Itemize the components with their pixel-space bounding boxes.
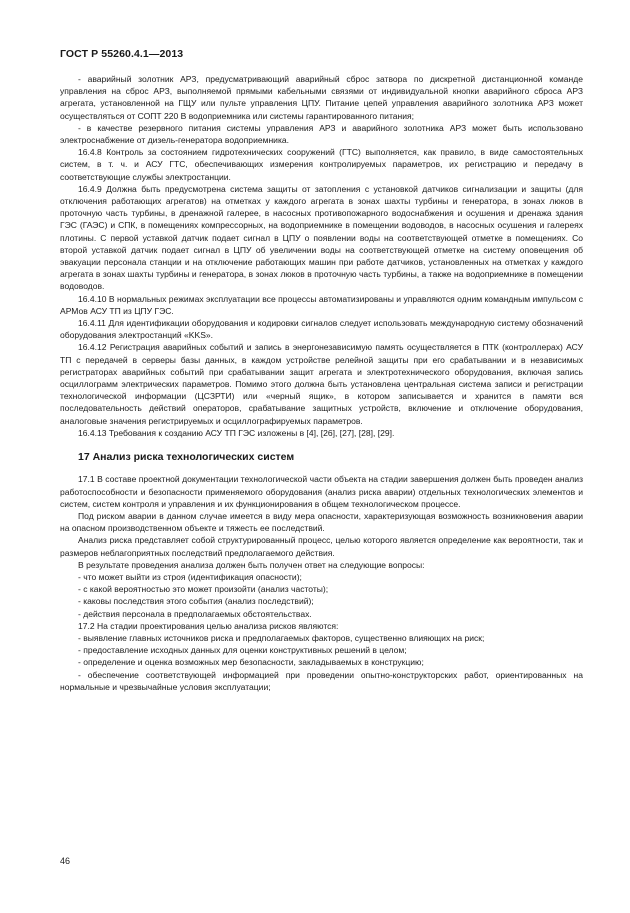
list-item: - с какой вероятностью это может произойти (анализ частоты); xyxy=(78,584,329,595)
paragraph: 16.4.8 Контроль за состоянием гидротехнических сооружений (ГТС) выполняется, как правило, в виде самостоятельных систем, в т. ч. и АСУ ГТС, обеспечивающих измерения контролируемых параметров, их регистрацию и передачу в соответствующие службы электростанции. xyxy=(60,147,583,182)
paragraph: - в качестве резервного питания системы управления АРЗ и аварийного золотника АРЗ может быть использовано электроснабжение от дизель-генератора водоприемника. xyxy=(60,122,583,146)
paragraph: 17.1 В составе проектной документации технологической части объекта на стадии завершения должен быть проведен анализ работоспособности и безопасности применяемого оборудования (анализ риска аварии) отдельных технологических элементов и систем, систем контроля и управления и их функционирования в общем технологическом процессе. xyxy=(60,474,583,509)
paragraph: В результате проведения анализа должен быть получен ответ на следующие вопросы: xyxy=(78,559,425,570)
paragraph: 16.4.10 В нормальных режимах эксплуатации все процессы автоматизированы и управляются одним командным импульсом с АРМов АСУ ТП из ЦПУ ГЭС. xyxy=(60,293,583,316)
paragraph: 16.4.11 Для идентификации оборудования и кодировки сигналов следует использовать международную систему обозначений оборудования электростанций «KKS». xyxy=(60,318,583,341)
section-title: 17 Анализ риска технологических систем xyxy=(78,451,295,464)
list-item: - что может выйти из строя (идентификация опасности); xyxy=(78,571,302,582)
document-body xyxy=(60,73,583,693)
list-item: - выявление главных источников риска и предполагаемых факторов, существенно влияющих на риск; xyxy=(78,632,485,643)
paragraph: 16.4.12 Регистрация аварийных событий и запись в энергонезависимую память осуществляется в ПТК (контроллерах) АСУ ТП с передачей в серверы базы данных, в каждом устройстве релейной защиты при его срабатывании и в независимых регистраторах аварийных событий при срабатывании защит агрегата и электротехнического оборудования, включая запись осциллограмм электрических параметров. Помимо этого должна быть установлена центральная система записи и регистрации технологической информации (ЦСЗРТИ) или «черный ящик», в котором записывается и хранится в памяти вся последовательность действий операторов, срабатывание защитных устройств, включение и отключение оборудования, аналоговые значения регистрируемых и осциллографируемых параметров. xyxy=(60,342,583,426)
list-item: - действия персонала в предполагаемых обстоятельствах. xyxy=(78,608,312,619)
paragraph: 16.4.9 Должна быть предусмотрена система защиты от затопления с установкой датчиков сигнализации и защиты (для отключения работающих агрегатов) на отметках у каждого агрегата в зонах шахты турбины и генератора, в зонах люков в проточную часть турбины, в дренажной галерее, в насосных противопожарного водоснабжения и осушения и дренажа здания ГЭС (ГАЭС) и СПК, в помещениях компрессорных, на водоприемнике в помещении водоводов, в насосных осушения и галереях плотины. С первой уставкой датчик подает сигнал в ЦПУ о появлении воды на соответствующей отметке в помещениях. Со второй уставкой датчик подает сигнал в ЦПУ об увеличении воды на соответствующей отметке на систему оповещения об эвакуации персонала станции и на отключение работающих машин при работе датчиков, установленных на отметках у каждого агрегата в зонах шахты турбины и генератора, в зонах люков в проточную часть турбины, а также на водоприемнике в помещении водоводов. xyxy=(60,183,583,292)
paragraph: 16.4.13 Требования к созданию АСУ ТП ГЭС изложены в [4], [26], [27], [28], [29]. xyxy=(78,427,395,438)
list-item: - определение и оценка возможных мер безопасности, закладываемых в конструкцию; xyxy=(78,657,424,668)
paragraph: 17.2 На стадии проектирования целью анализа рисков являются: xyxy=(78,620,339,631)
list-item: - предоставление исходных данных для оценки конструктивных решений в целом; xyxy=(78,645,407,656)
paragraph: Анализ риска представляет собой структурированный процесс, целью которого является определение как вероятности, так и размеров неблагоприятных последствий предполагаемого действия. xyxy=(60,535,583,558)
list-item: - обеспечение соответствующей информацией при проведении опытно-конструкторских работ, ориентированных на нормальные и чрезвычайные условия эксплуатации; xyxy=(60,669,583,692)
list-item: - каковы последствия этого события (анализ последствий); xyxy=(78,596,314,607)
paragraph: - аварийный золотник АРЗ, предусматривающий аварийный сброс затвора по дискретной дистанционной команде управления на сброс АРЗ, выполняемой прямыми кабельными связями от индивидуальной кнопки аварийного сброса АРЗ агрегата, установленной на ГЩУ или пульте управления ЦПУ. Питание цепей управления аварийного золотника АРЗ может осуществляться от СОПТ 220 В водоприемника или системы гарантированного питания; xyxy=(60,74,583,121)
document-code: ГОСТ Р 55260.4.1—2013 xyxy=(60,48,184,60)
paragraph: Под риском аварии в данном случае имеется в виду мера опасности, характеризующая возможность возникновения аварии на опасном производственном объекте и тяжесть ее последствий. xyxy=(60,510,583,534)
page-number: 46 xyxy=(60,856,71,866)
